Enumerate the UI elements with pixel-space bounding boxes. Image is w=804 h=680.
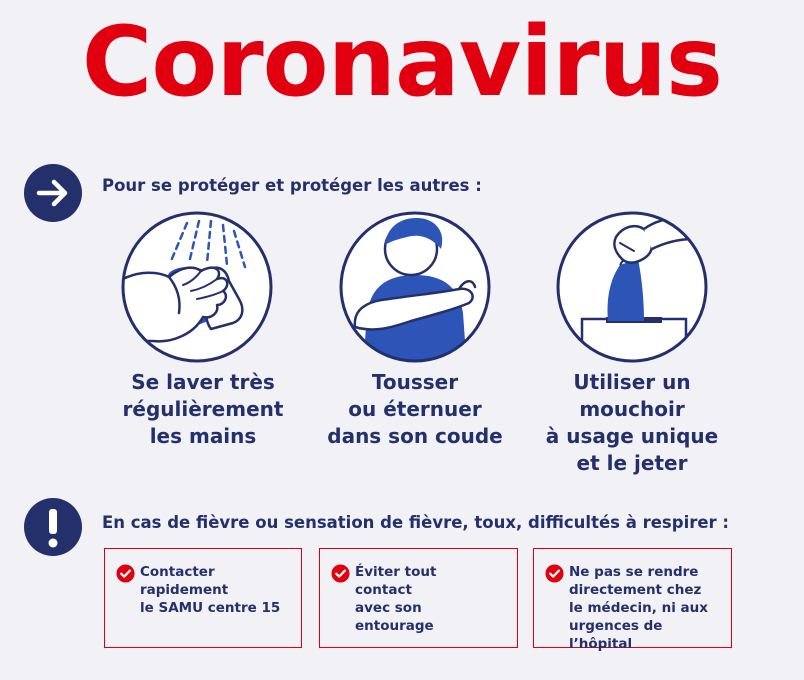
gesture-caption-cough-elbow: Tousser ou éternuer dans son coude bbox=[327, 370, 503, 448]
exclamation-icon bbox=[24, 498, 82, 556]
symptoms-heading: En cas de fièvre ou sensation de fièvre, toux, difficultés à respirer : bbox=[102, 513, 730, 532]
protection-heading: Pour se protéger et protéger les autres : bbox=[102, 176, 482, 195]
check-icon bbox=[116, 564, 135, 583]
hand-washing-icon bbox=[119, 209, 275, 365]
page-title: Coronavirus bbox=[81, 6, 723, 118]
arrow-right-icon bbox=[24, 164, 82, 222]
gesture-caption-tissue: Utiliser un mouchoir à usage unique et le jeter bbox=[545, 370, 719, 475]
gesture-caption-hand-washing: Se laver très régulièrement les mains bbox=[122, 370, 284, 448]
action-box-no-doctor-visit bbox=[533, 548, 732, 652]
action-text: Contacter rapidement le SAMU centre 15 bbox=[140, 564, 281, 616]
check-icon bbox=[545, 564, 564, 583]
action-text: Ne pas se rendre directement chez le médecin, ni aux urgences de l’hôpital bbox=[569, 564, 708, 652]
action-box-avoid-contact bbox=[319, 548, 518, 648]
cough-elbow-icon bbox=[337, 209, 493, 365]
action-text: Éviter tout contact avec son entourage bbox=[355, 564, 437, 634]
tissue-box-icon bbox=[554, 209, 710, 365]
check-icon bbox=[331, 564, 350, 583]
action-box-samu bbox=[104, 548, 302, 648]
